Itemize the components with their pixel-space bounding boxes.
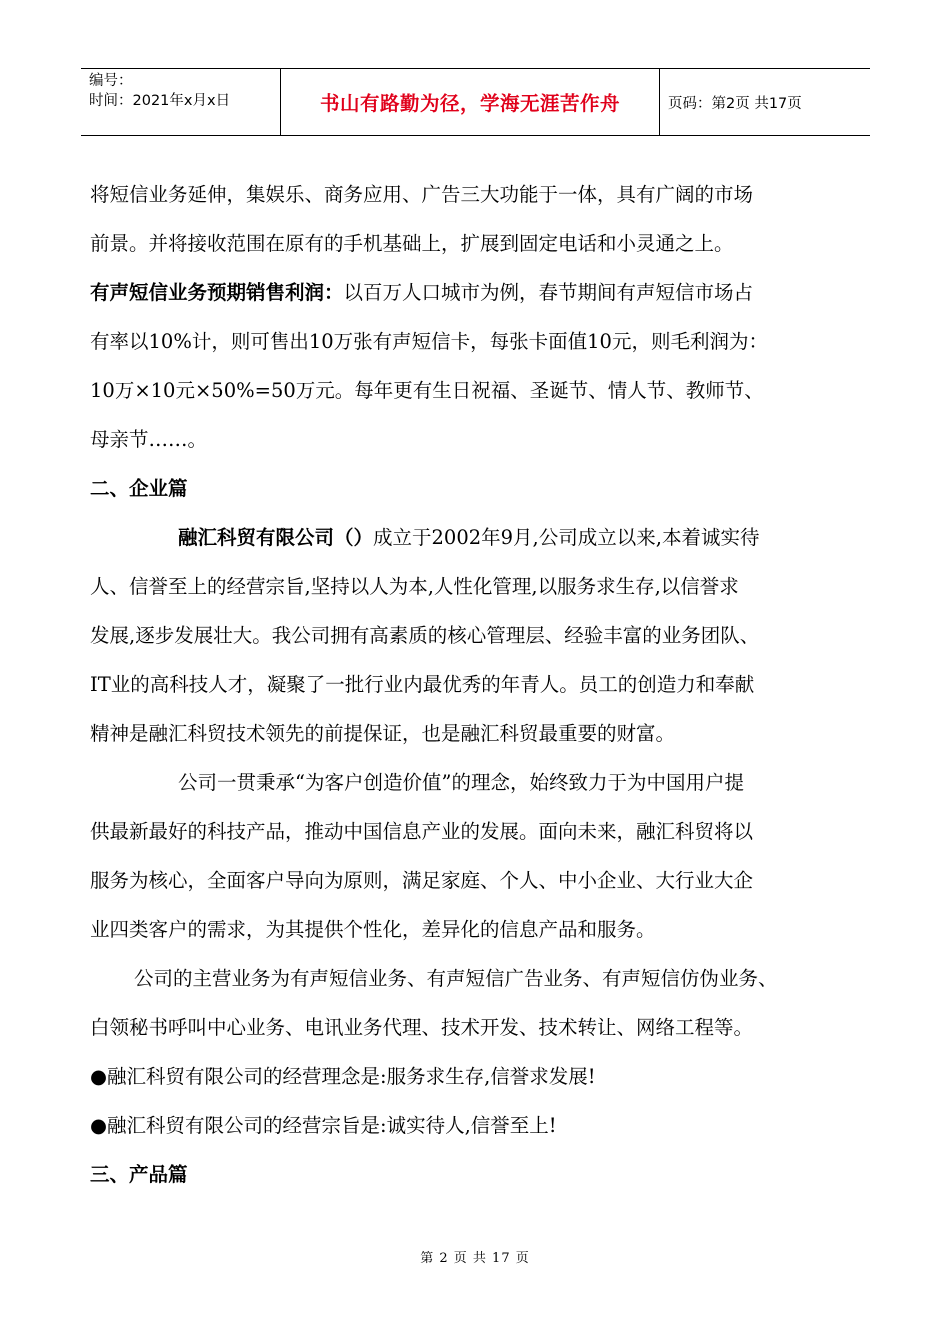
code-label: 编号： [89, 73, 133, 89]
profit-line: 母亲节……。 [90, 428, 208, 451]
profit-paragraph-line [90, 268, 870, 317]
page-footer: 第 2 页 共 17 页 [420, 1251, 530, 1266]
company-line: 精神是融汇科贸技术领先的前提保证，也是融汇科贸最重要的财富。 [90, 722, 676, 745]
company-line: 人、信誉至上的经营宗旨,坚持以人为本,人性化管理,以服务求生存,以信誉求 [90, 575, 739, 598]
header-motto: 书山有路勤为径，学海无涯苦作舟 [281, 69, 660, 135]
bullet-item: ●融汇科贸有限公司的经营宗旨是:诚实待人,信誉至上! [90, 1114, 557, 1137]
body-line: 前景。并将接收范围在原有的手机基础上，扩展到固定电话和小灵通之上。 [90, 232, 734, 255]
company-text: 成立于2002年9月,公司成立以来,本着诚实待 [373, 526, 760, 549]
header-page-info: 页码：第2页 共17页 [668, 95, 802, 112]
page-header [81, 68, 870, 136]
company-line: 发展,逐步发展壮大。我公司拥有高素质的核心管理层、经验丰富的业务团队、 [90, 624, 760, 647]
profit-line: 10万×10元×50%=50万元。每年更有生日祝福、圣诞节、情人节、教师节、 [90, 379, 764, 402]
body-line: 将短信业务延伸，集娱乐、商务应用、广告三大功能于一体，具有广阔的市场 [90, 183, 754, 206]
company-name: 融汇科贸有限公司（） [178, 526, 374, 549]
company-line: IT业的高科技人才，凝聚了一批行业内最优秀的年青人。员工的创造力和奉献 [90, 673, 755, 696]
philosophy-line: 供最新最好的科技产品，推动中国信息产业的发展。面向未来，融汇科贸将以 [90, 820, 754, 843]
business-line: 白领秘书呼叫中心业务、电讯业务代理、技术开发、技术转让、网络工程等。 [90, 1016, 754, 1039]
company-paragraph-line [90, 513, 870, 562]
profit-line: 有率以10%计，则可售出10万张有声短信卡，每张卡面值10元，则毛利润为： [90, 330, 768, 353]
section-heading: 三、产品篇 [90, 1163, 188, 1186]
time-label: 时间：2021年x月x日 [89, 93, 231, 109]
philosophy-line: 服务为核心，全面客户导向为原则，满足家庭、个人、中小企业、大行业大企 [90, 869, 754, 892]
profit-text: 以百万人口城市为例，春节期间有声短信市场占 [343, 281, 754, 304]
header-meta [81, 69, 281, 135]
philosophy-line: 业四类客户的需求，为其提供个性化，差异化的信息产品和服务。 [90, 918, 656, 941]
section-heading: 二、企业篇 [90, 477, 188, 500]
profit-label: 有声短信业务预期销售利润： [90, 281, 344, 304]
bullet-item: ●融汇科贸有限公司的经营理念是:服务求生存,信誉求发展! [90, 1065, 596, 1088]
document-body [90, 170, 870, 1199]
business-line: 公司的主营业务为有声短信业务、有声短信广告业务、有声短信仿伪业务、 [134, 967, 778, 990]
philosophy-line: 公司一贯秉承“为客户创造价值”的理念，始终致力于为中国用户提 [178, 771, 744, 794]
